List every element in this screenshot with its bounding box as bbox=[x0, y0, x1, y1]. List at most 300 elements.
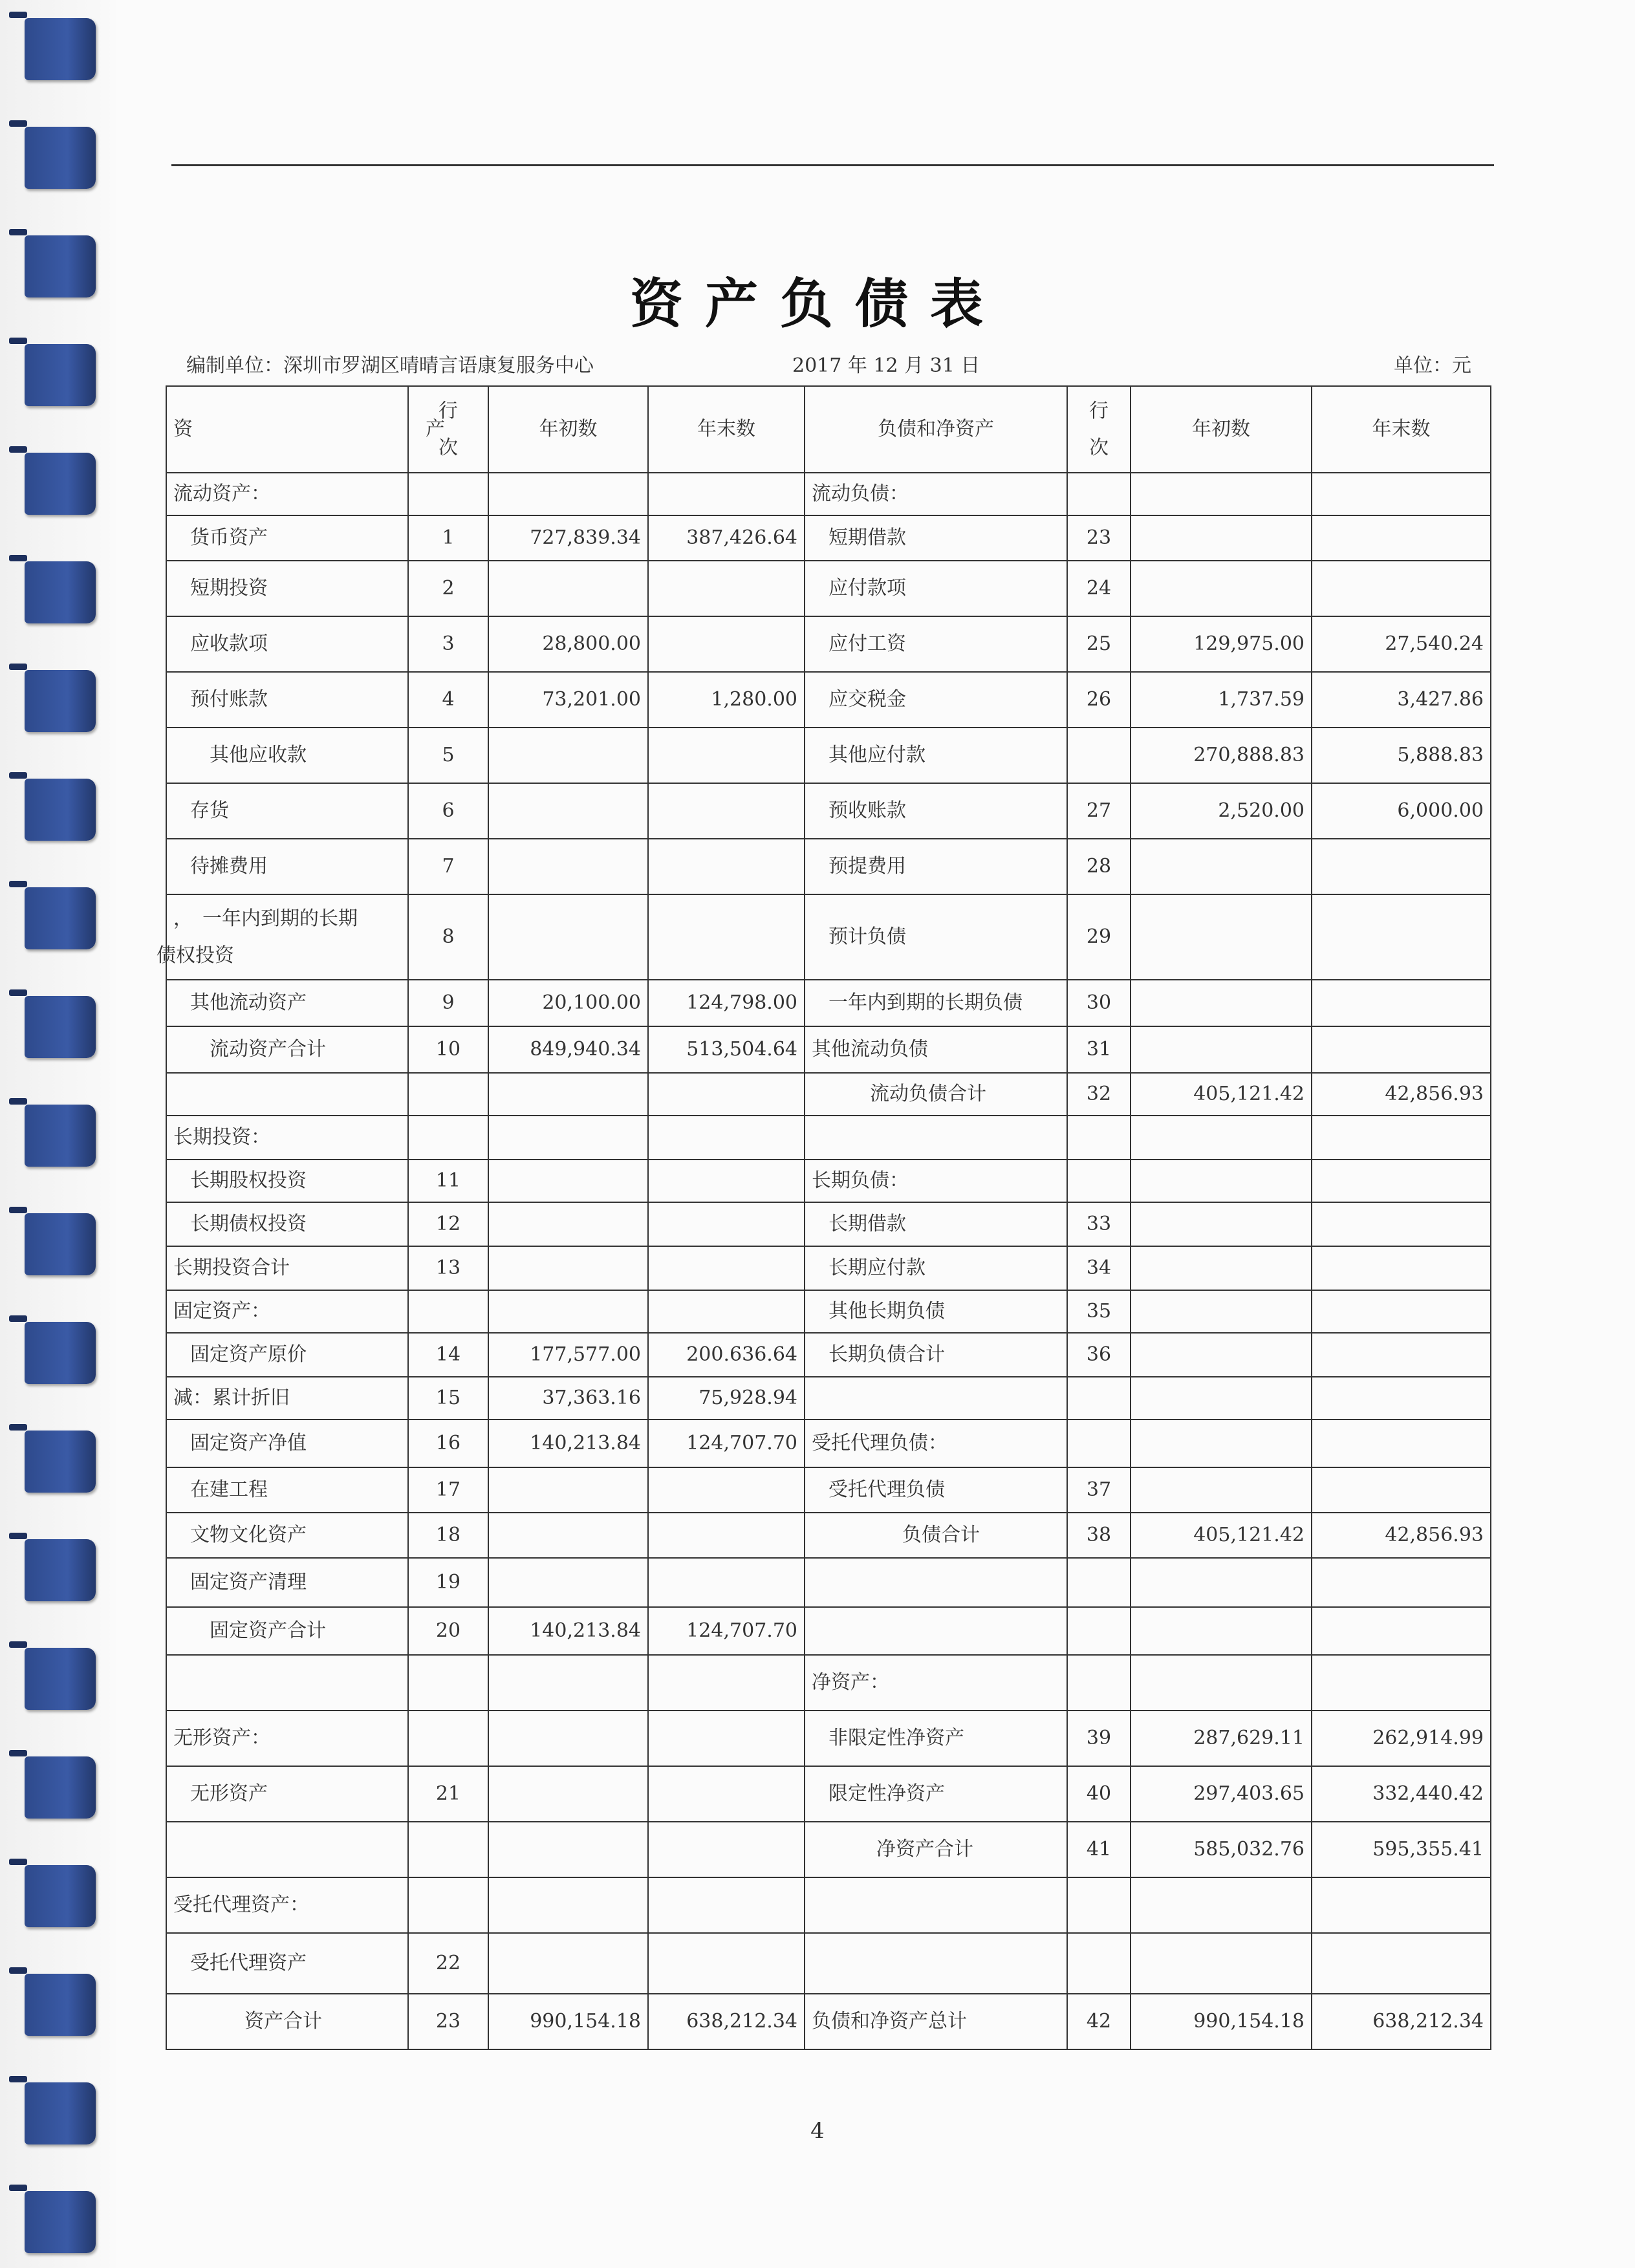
liability-begin-value: 129,975.00 bbox=[1131, 616, 1312, 672]
binding-ring bbox=[25, 887, 96, 949]
liability-begin-value: 405,121.42 bbox=[1131, 1073, 1312, 1116]
liability-label: 短期借款 bbox=[805, 515, 1067, 561]
asset-end-value bbox=[648, 1655, 805, 1711]
asset-begin-value bbox=[488, 1467, 648, 1513]
table-row bbox=[166, 1026, 1491, 1073]
asset-begin-value: 73,201.00 bbox=[488, 672, 648, 728]
liability-end-value bbox=[1312, 1246, 1491, 1290]
asset-label: 预付账款 bbox=[166, 672, 408, 728]
binding-ring bbox=[25, 18, 96, 80]
binding-ring bbox=[25, 996, 96, 1058]
liability-line-no bbox=[1067, 1558, 1131, 1607]
asset-line-no bbox=[408, 1877, 488, 1933]
asset-label: 长期投资： bbox=[166, 1116, 408, 1160]
binding-ring bbox=[25, 1648, 96, 1710]
liability-begin-value bbox=[1131, 1246, 1312, 1290]
asset-label: 待摊费用 bbox=[166, 839, 408, 894]
liability-line-no: 34 bbox=[1067, 1246, 1131, 1290]
liability-label: 负债合计 bbox=[805, 1513, 1067, 1558]
asset-label bbox=[166, 1822, 408, 1877]
top-rule bbox=[171, 164, 1494, 166]
asset-label: 在建工程 bbox=[166, 1467, 408, 1513]
asset-label: 无形资产 bbox=[166, 1766, 408, 1822]
binding-ring bbox=[25, 779, 96, 841]
asset-end-value: 513,504.64 bbox=[648, 1026, 805, 1073]
table-row bbox=[166, 1655, 1491, 1711]
binding-ring-tab bbox=[9, 1315, 27, 1322]
table-row bbox=[166, 1933, 1491, 1994]
liability-end-value: 6,000.00 bbox=[1312, 783, 1491, 839]
liability-end-value bbox=[1312, 1607, 1491, 1655]
liability-line-no: 26 bbox=[1067, 672, 1131, 728]
liability-label: 限定性净资产 bbox=[805, 1766, 1067, 1822]
asset-end-value bbox=[648, 894, 805, 980]
liability-begin-value bbox=[1131, 1420, 1312, 1467]
liability-label bbox=[805, 1933, 1067, 1994]
asset-end-value: 200.636.64 bbox=[648, 1333, 805, 1377]
table-row bbox=[166, 1116, 1491, 1160]
liability-begin-value bbox=[1131, 1202, 1312, 1246]
asset-begin-value bbox=[488, 839, 648, 894]
binding-ring bbox=[25, 1974, 96, 2036]
binding-ring bbox=[25, 2191, 96, 2253]
binding-ring bbox=[25, 453, 96, 515]
liability-line-no bbox=[1067, 1607, 1131, 1655]
asset-end-value bbox=[648, 473, 805, 515]
liability-end-value bbox=[1312, 1116, 1491, 1160]
asset-end-value bbox=[648, 1513, 805, 1558]
asset-label: 固定资产净值 bbox=[166, 1420, 408, 1467]
asset-end-value: 387,426.64 bbox=[648, 515, 805, 561]
prepared-by: 编制单位：深圳市罗湖区晴晴言语康复服务中心 bbox=[186, 354, 594, 377]
asset-end-value: 75,928.94 bbox=[648, 1377, 805, 1420]
liability-end-value: 595,355.41 bbox=[1312, 1822, 1491, 1877]
binding-ring bbox=[25, 1756, 96, 1819]
binding-ring-tab bbox=[9, 1533, 27, 1539]
liability-end-value: 42,856.93 bbox=[1312, 1513, 1491, 1558]
liability-end-value bbox=[1312, 1333, 1491, 1377]
header-end: 年末数 bbox=[648, 386, 805, 473]
binding-ring bbox=[25, 127, 96, 189]
liability-line-no: 35 bbox=[1067, 1290, 1131, 1333]
binding-ring-tab bbox=[9, 1424, 27, 1431]
liability-line-no bbox=[1067, 473, 1131, 515]
liability-line-no bbox=[1067, 1116, 1131, 1160]
asset-label-line-2: 债权投资 bbox=[157, 944, 234, 967]
asset-line-no: 1 bbox=[408, 515, 488, 561]
asset-begin-value bbox=[488, 561, 648, 616]
unit-label: 单位：元 bbox=[1394, 354, 1471, 377]
asset-begin-value bbox=[488, 1202, 648, 1246]
binding-ring-tab bbox=[9, 446, 27, 453]
asset-end-value bbox=[648, 616, 805, 672]
asset-label: 固定资产原价 bbox=[166, 1333, 408, 1377]
asset-begin-value bbox=[488, 894, 648, 980]
liability-label: 一年内到期的长期负债 bbox=[805, 980, 1067, 1026]
asset-label: 其他应收款 bbox=[166, 728, 408, 783]
table-row bbox=[166, 1420, 1491, 1467]
asset-begin-value bbox=[488, 1073, 648, 1116]
table-row bbox=[166, 1877, 1491, 1933]
table-header-row bbox=[166, 386, 1491, 473]
asset-begin-value: 28,800.00 bbox=[488, 616, 648, 672]
liability-end-value bbox=[1312, 1026, 1491, 1073]
liability-label: 长期负债： bbox=[805, 1160, 1067, 1202]
asset-end-value: 124,798.00 bbox=[648, 980, 805, 1026]
liability-end-value: 27,540.24 bbox=[1312, 616, 1491, 672]
liability-line-no: 27 bbox=[1067, 783, 1131, 839]
asset-line-no: 7 bbox=[408, 839, 488, 894]
table-row bbox=[166, 1607, 1491, 1655]
binding-ring bbox=[25, 1431, 96, 1493]
asset-begin-value bbox=[488, 1290, 648, 1333]
asset-end-value bbox=[648, 839, 805, 894]
binding-ring-tab bbox=[9, 338, 27, 344]
liability-end-value: 638,212.34 bbox=[1312, 1994, 1491, 2049]
table-row bbox=[166, 783, 1491, 839]
table-row bbox=[166, 1333, 1491, 1377]
asset-label: 存货 bbox=[166, 783, 408, 839]
binding-ring-tab bbox=[9, 555, 27, 561]
liability-line-no: 40 bbox=[1067, 1766, 1131, 1822]
asset-label: 流动资产： bbox=[166, 473, 408, 515]
asset-begin-value bbox=[488, 1513, 648, 1558]
page-title: 资产负债表 bbox=[629, 273, 1005, 335]
asset-begin-value bbox=[488, 1655, 648, 1711]
liability-end-value bbox=[1312, 1933, 1491, 1994]
asset-label: 固定资产： bbox=[166, 1290, 408, 1333]
liability-label: 负债和净资产总计 bbox=[805, 1994, 1067, 2049]
asset-line-no bbox=[408, 1073, 488, 1116]
table-row bbox=[166, 728, 1491, 783]
asset-label: 文物文化资产 bbox=[166, 1513, 408, 1558]
asset-label: 无形资产： bbox=[166, 1711, 408, 1766]
asset-begin-value bbox=[488, 1933, 648, 1994]
table-row bbox=[166, 1467, 1491, 1513]
binding-ring-tab bbox=[9, 881, 27, 887]
table-row bbox=[166, 1202, 1491, 1246]
liability-begin-value bbox=[1131, 473, 1312, 515]
liability-end-value bbox=[1312, 1558, 1491, 1607]
liability-label: 长期借款 bbox=[805, 1202, 1067, 1246]
asset-begin-value bbox=[488, 1160, 648, 1202]
asset-label bbox=[157, 894, 408, 980]
table-row bbox=[166, 473, 1491, 515]
binding-ring-tab bbox=[9, 1859, 27, 1865]
asset-label: 流动资产合计 bbox=[166, 1026, 408, 1073]
asset-line-no: 22 bbox=[408, 1933, 488, 1994]
spiral-binding bbox=[0, 0, 116, 2268]
asset-line-no: 5 bbox=[408, 728, 488, 783]
liability-begin-value: 990,154.18 bbox=[1131, 1994, 1312, 2049]
liability-line-no: 33 bbox=[1067, 1202, 1131, 1246]
liability-line-no: 29 bbox=[1067, 894, 1131, 980]
asset-line-no bbox=[408, 473, 488, 515]
table-row bbox=[166, 1558, 1491, 1607]
header-liabilities: 负债和净资产 bbox=[805, 386, 1067, 473]
asset-end-value bbox=[648, 1073, 805, 1116]
asset-label: 资产合计 bbox=[166, 1994, 408, 2049]
asset-begin-value bbox=[488, 1246, 648, 1290]
liability-line-no bbox=[1067, 1160, 1131, 1202]
asset-line-no bbox=[408, 1116, 488, 1160]
liability-line-no: 23 bbox=[1067, 515, 1131, 561]
asset-line-no: 18 bbox=[408, 1513, 488, 1558]
asset-end-value bbox=[648, 1822, 805, 1877]
liability-label: 长期应付款 bbox=[805, 1246, 1067, 1290]
binding-ring-tab bbox=[9, 12, 27, 18]
liability-end-value: 5,888.83 bbox=[1312, 728, 1491, 783]
liability-line-no bbox=[1067, 1933, 1131, 1994]
asset-line-no: 14 bbox=[408, 1333, 488, 1377]
liability-label bbox=[805, 1558, 1067, 1607]
liability-label bbox=[805, 1116, 1067, 1160]
asset-end-value bbox=[648, 1877, 805, 1933]
liability-line-no bbox=[1067, 1655, 1131, 1711]
asset-end-value bbox=[648, 1202, 805, 1246]
asset-line-no: 12 bbox=[408, 1202, 488, 1246]
asset-line-no: 10 bbox=[408, 1026, 488, 1073]
binding-ring-tab bbox=[9, 1641, 27, 1648]
asset-line-no: 16 bbox=[408, 1420, 488, 1467]
liability-line-no: 42 bbox=[1067, 1994, 1131, 2049]
asset-label: 受托代理资产： bbox=[166, 1877, 408, 1933]
liability-line-no: 28 bbox=[1067, 839, 1131, 894]
asset-line-no bbox=[408, 1655, 488, 1711]
liability-begin-value: 585,032.76 bbox=[1131, 1822, 1312, 1877]
asset-begin-value: 140,213.84 bbox=[488, 1420, 648, 1467]
asset-begin-value bbox=[488, 1558, 648, 1607]
liability-label: 预收账款 bbox=[805, 783, 1067, 839]
asset-line-no: 6 bbox=[408, 783, 488, 839]
asset-begin-value bbox=[488, 1766, 648, 1822]
asset-line-no: 13 bbox=[408, 1246, 488, 1290]
liability-label: 其他应付款 bbox=[805, 728, 1067, 783]
liability-line-no: 37 bbox=[1067, 1467, 1131, 1513]
liability-end-value: 332,440.42 bbox=[1312, 1766, 1491, 1822]
liability-begin-value bbox=[1131, 1467, 1312, 1513]
asset-end-value bbox=[648, 1246, 805, 1290]
liability-end-value bbox=[1312, 1377, 1491, 1420]
liability-label bbox=[805, 1377, 1067, 1420]
binding-ring bbox=[25, 1539, 96, 1601]
asset-label: 货币资产 bbox=[166, 515, 408, 561]
liability-end-value bbox=[1312, 515, 1491, 561]
liability-label: 其他长期负债 bbox=[805, 1290, 1067, 1333]
balance-sheet-table bbox=[157, 385, 1491, 2050]
liability-line-no bbox=[1067, 1377, 1131, 1420]
liability-label bbox=[805, 1607, 1067, 1655]
liability-begin-value bbox=[1131, 980, 1312, 1026]
asset-line-no: 23 bbox=[408, 1994, 488, 2049]
liability-label: 受托代理负债 bbox=[805, 1467, 1067, 1513]
liability-label: 受托代理负债： bbox=[805, 1420, 1067, 1467]
liability-end-value bbox=[1312, 473, 1491, 515]
liability-begin-value bbox=[1131, 1160, 1312, 1202]
asset-label: 长期债权投资 bbox=[166, 1202, 408, 1246]
liability-end-value bbox=[1312, 980, 1491, 1026]
liability-line-no: 36 bbox=[1067, 1333, 1131, 1377]
liability-begin-value: 1,737.59 bbox=[1131, 672, 1312, 728]
liability-label: 净资产合计 bbox=[805, 1822, 1067, 1877]
liability-begin-value bbox=[1131, 1290, 1312, 1333]
table-row bbox=[166, 839, 1491, 894]
asset-end-value bbox=[648, 783, 805, 839]
liability-line-no: 31 bbox=[1067, 1026, 1131, 1073]
liability-end-value: 262,914.99 bbox=[1312, 1711, 1491, 1766]
asset-end-value bbox=[648, 1711, 805, 1766]
table-row bbox=[166, 1994, 1491, 2049]
liability-end-value bbox=[1312, 1877, 1491, 1933]
liability-begin-value bbox=[1131, 1026, 1312, 1073]
liability-begin-value bbox=[1131, 1333, 1312, 1377]
asset-end-value: 124,707.70 bbox=[648, 1607, 805, 1655]
table-row bbox=[166, 1513, 1491, 1558]
asset-begin-value: 990,154.18 bbox=[488, 1994, 648, 2049]
liability-label: 流动负债： bbox=[805, 473, 1067, 515]
asset-line-no: 4 bbox=[408, 672, 488, 728]
binding-ring-tab bbox=[9, 2185, 27, 2191]
liability-line-no: 39 bbox=[1067, 1711, 1131, 1766]
liability-begin-value: 270,888.83 bbox=[1131, 728, 1312, 783]
table-row bbox=[166, 616, 1491, 672]
table-row bbox=[166, 894, 1491, 980]
asset-line-no: 21 bbox=[408, 1766, 488, 1822]
asset-begin-value bbox=[488, 473, 648, 515]
liability-line-no bbox=[1067, 1420, 1131, 1467]
asset-label: 短期投资 bbox=[166, 561, 408, 616]
asset-line-no bbox=[408, 1711, 488, 1766]
table-row bbox=[166, 1160, 1491, 1202]
asset-label: 其他流动资产 bbox=[166, 980, 408, 1026]
liability-begin-value bbox=[1131, 1116, 1312, 1160]
binding-ring-tab bbox=[9, 664, 27, 670]
binding-ring-tab bbox=[9, 2076, 27, 2082]
binding-ring bbox=[25, 344, 96, 406]
table-row bbox=[166, 1246, 1491, 1290]
binding-ring bbox=[25, 1105, 96, 1167]
header-line-no-2: 行次 bbox=[1067, 386, 1131, 473]
liability-begin-value bbox=[1131, 515, 1312, 561]
liability-label: 流动负债合计 bbox=[805, 1073, 1067, 1116]
asset-end-value bbox=[648, 1116, 805, 1160]
liability-end-value bbox=[1312, 561, 1491, 616]
asset-label bbox=[166, 1655, 408, 1711]
liability-begin-value: 405,121.42 bbox=[1131, 1513, 1312, 1558]
liability-end-value bbox=[1312, 894, 1491, 980]
asset-begin-value bbox=[488, 1877, 648, 1933]
liability-line-no: 25 bbox=[1067, 616, 1131, 672]
header-begin: 年初数 bbox=[488, 386, 648, 473]
asset-begin-value: 177,577.00 bbox=[488, 1333, 648, 1377]
asset-line-no: 2 bbox=[408, 561, 488, 616]
asset-label: 固定资产合计 bbox=[166, 1607, 408, 1655]
asset-begin-value: 20,100.00 bbox=[488, 980, 648, 1026]
header-line-no: 行次 bbox=[408, 386, 488, 473]
asset-line-no: 17 bbox=[408, 1467, 488, 1513]
binding-ring bbox=[25, 1213, 96, 1275]
liability-end-value bbox=[1312, 839, 1491, 894]
binding-ring-tab bbox=[9, 772, 27, 779]
asset-begin-value bbox=[488, 728, 648, 783]
asset-end-value bbox=[648, 1766, 805, 1822]
asset-end-value bbox=[648, 1933, 805, 1994]
table-row bbox=[166, 1290, 1491, 1333]
liability-label: 预计负债 bbox=[805, 894, 1067, 980]
liability-end-value bbox=[1312, 1655, 1491, 1711]
liability-begin-value bbox=[1131, 1877, 1312, 1933]
asset-label-line-1: ， 一年内到期的长期 bbox=[173, 907, 358, 930]
liability-label: 其他流动负债 bbox=[805, 1026, 1067, 1073]
liability-end-value: 3,427.86 bbox=[1312, 672, 1491, 728]
liability-begin-value: 2,520.00 bbox=[1131, 783, 1312, 839]
header-end-2: 年末数 bbox=[1312, 386, 1491, 473]
asset-label: 应收款项 bbox=[166, 616, 408, 672]
liability-begin-value bbox=[1131, 1607, 1312, 1655]
binding-ring-tab bbox=[9, 1967, 27, 1974]
asset-begin-value: 727,839.34 bbox=[488, 515, 648, 561]
asset-end-value bbox=[648, 1558, 805, 1607]
liability-begin-value: 297,403.65 bbox=[1131, 1766, 1312, 1822]
liability-label: 长期负债合计 bbox=[805, 1333, 1067, 1377]
liability-label: 应交税金 bbox=[805, 672, 1067, 728]
binding-ring bbox=[25, 1865, 96, 1927]
binding-ring-tab bbox=[9, 120, 27, 127]
asset-end-value bbox=[648, 1467, 805, 1513]
asset-end-value bbox=[648, 1290, 805, 1333]
asset-label: 固定资产清理 bbox=[166, 1558, 408, 1607]
header-asset: 资 产 bbox=[166, 386, 408, 473]
liability-end-value bbox=[1312, 1202, 1491, 1246]
asset-end-value bbox=[648, 728, 805, 783]
liability-end-value bbox=[1312, 1420, 1491, 1467]
asset-line-no bbox=[408, 1290, 488, 1333]
table-row bbox=[166, 515, 1491, 561]
liability-label: 净资产： bbox=[805, 1655, 1067, 1711]
header-begin-2: 年初数 bbox=[1131, 386, 1312, 473]
liability-line-no: 41 bbox=[1067, 1822, 1131, 1877]
liability-begin-value bbox=[1131, 1377, 1312, 1420]
liability-end-value bbox=[1312, 1290, 1491, 1333]
asset-line-no: 9 bbox=[408, 980, 488, 1026]
asset-label: 长期投资合计 bbox=[166, 1246, 408, 1290]
liability-line-no: 30 bbox=[1067, 980, 1131, 1026]
report-date: 2017 年 12 月 31 日 bbox=[792, 354, 980, 377]
asset-label: 受托代理资产 bbox=[166, 1933, 408, 1994]
table-row bbox=[166, 561, 1491, 616]
asset-begin-value bbox=[488, 1711, 648, 1766]
table-row bbox=[166, 1711, 1491, 1766]
table-row bbox=[166, 672, 1491, 728]
asset-begin-value: 140,213.84 bbox=[488, 1607, 648, 1655]
asset-line-no: 19 bbox=[408, 1558, 488, 1607]
liability-begin-value bbox=[1131, 561, 1312, 616]
asset-begin-value bbox=[488, 1822, 648, 1877]
asset-begin-value: 37,363.16 bbox=[488, 1377, 648, 1420]
asset-line-no bbox=[408, 1822, 488, 1877]
liability-label bbox=[805, 1877, 1067, 1933]
liability-begin-value bbox=[1131, 1933, 1312, 1994]
asset-end-value bbox=[648, 1160, 805, 1202]
liability-end-value: 42,856.93 bbox=[1312, 1073, 1491, 1116]
binding-ring-tab bbox=[9, 989, 27, 996]
binding-ring-tab bbox=[9, 1750, 27, 1756]
liability-line-no: 24 bbox=[1067, 561, 1131, 616]
liability-begin-value bbox=[1131, 894, 1312, 980]
asset-end-value: 124,707.70 bbox=[648, 1420, 805, 1467]
table-row bbox=[166, 1377, 1491, 1420]
binding-ring-tab bbox=[9, 229, 27, 235]
